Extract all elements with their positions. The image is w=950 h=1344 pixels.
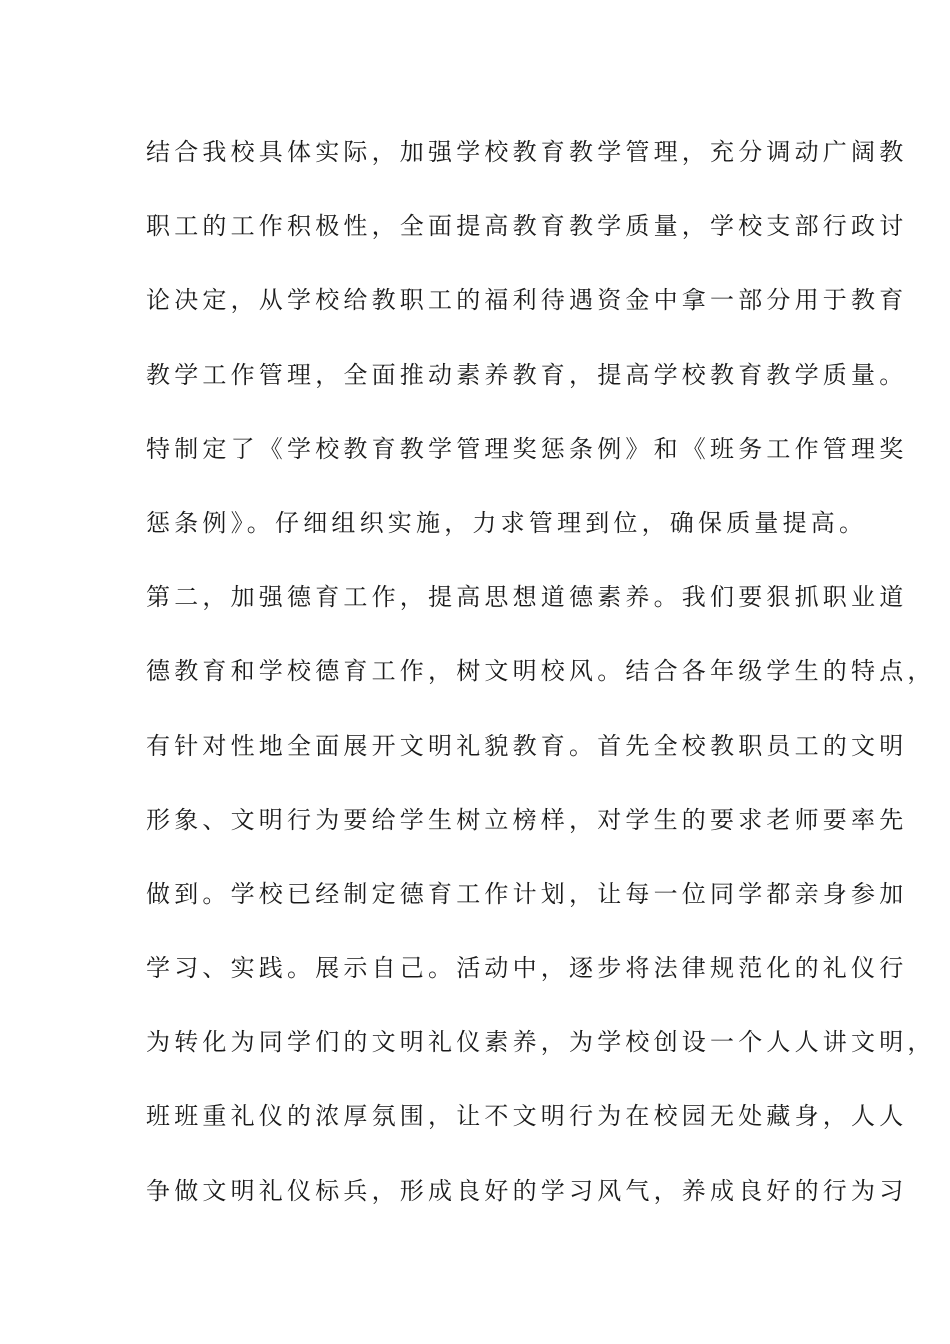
- text-line: 做到。学校已经制定德育工作计划，让每一位同学都亲身参加: [146, 879, 908, 908]
- body-text: [146, 131, 936, 1244]
- text-line: 惩条例》。仔细组织实施，力求管理到位，确保质量提高。: [146, 508, 868, 537]
- text-line: 形象、文明行为要给学生树立榜样，对学生的要求老师要率先: [146, 805, 908, 834]
- text-line: 德教育和学校德育工作，树文明校风。结合各年级学生的特点，: [146, 657, 936, 686]
- text-line: 为转化为同学们的文明礼仪素养，为学校创设一个人人讲文明，: [146, 1028, 936, 1057]
- text-line: 特制定了《学校教育教学管理奖惩条例》和《班务工作管理奖: [146, 434, 908, 463]
- text-line: 学习、实践。展示自己。活动中，逐步将法律规范化的礼仪行: [146, 954, 908, 983]
- text-line: 班班重礼仪的浓厚氛围，让不文明行为在校园无处藏身，人人: [146, 1102, 908, 1131]
- text-line: 争做文明礼仪标兵，形成良好的学习风气，养成良好的行为习: [146, 1176, 908, 1205]
- text-line: 教学工作管理，全面推动素养教育，提高学校教育教学质量。: [146, 360, 908, 389]
- text-line: 论决定，从学校给教职工的福利待遇资金中拿一部分用于教育: [146, 286, 908, 315]
- text-line: 有针对性地全面展开文明礼貌教育。首先全校教职员工的文明: [146, 731, 908, 760]
- text-line: 职工的工作积极性，全面提高教育教学质量，学校支部行政讨: [146, 212, 908, 241]
- text-line: 结合我校具体实际，加强学校教育教学管理，充分调动广阔教: [146, 138, 908, 166]
- text-line: 第二，加强德育工作，提高思想道德素养。我们要狠抓职业道: [146, 583, 908, 612]
